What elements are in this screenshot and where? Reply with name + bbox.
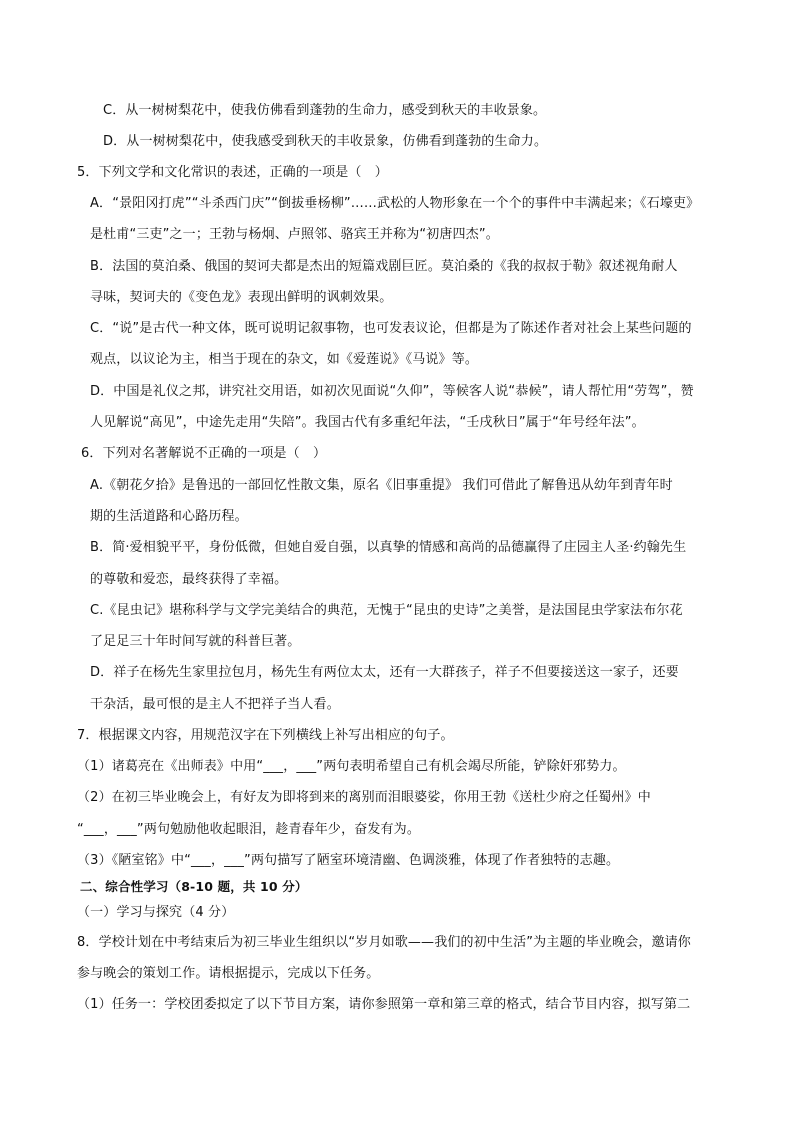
q5-option-c-line1: C．“说”是古代一种文体，既可说明记叙事物，也可发表议论，但都是为了陈述作者对社会上某些问题的 <box>90 321 692 336</box>
q8-line1: 8．学校计划在中考结束后为初三毕业生组织以“岁月如歌——我们的初中生活”为主题的毕业晚会，邀请你 <box>77 935 691 950</box>
q6-option-b-line2: 的尊敬和爱恋，最终获得了幸福。 <box>90 572 288 587</box>
q8-line2: 参与晚会的策划工作。请根据提示，完成以下任务。 <box>77 966 380 981</box>
q5-option-a-line1: A．“景阳冈打虎”“斗杀西门庆”“倒拔垂杨柳”……武松的人物形象在一个个的事件中丰满起来；《石壕吏》 <box>90 196 700 211</box>
q5-option-b-line2: 寻味，契诃夫的《变色龙》表现出鲜明的讽刺效果。 <box>90 290 393 305</box>
q6-option-d-line1: D．祥子在杨先生家里拉包月，杨先生有两位太太，还有一大群孩子，祥子不但要接送这一家子，还要 <box>90 665 679 680</box>
q7-part-2-line2: “___，___”两句勉励他收起眼泪，趁青春年少，奋发有为。 <box>77 822 420 837</box>
q4-option-d: D．从一树树梨花中，使我感受到秋天的丰收景象，仿佛看到蓬勃的生命力。 <box>103 134 548 149</box>
q7-part-1: （1）诸葛亮在《出师表》中用“___，___”两句表明希望自己有机会竭尽所能，铲除奸邪势力。 <box>77 759 626 774</box>
q5-option-c-line2: 观点，以议论为主，相当于现在的杂文，如《爱莲说》《马说》等。 <box>90 352 479 367</box>
q6-option-c-line2: 了足足三十年时间写就的科普巨著。 <box>90 634 301 649</box>
q7-stem: 7．根据课文内容，用规范汉字在下列横线上补写出相应的句子。 <box>77 728 454 743</box>
q5-option-d-line1: D．中国是礼仪之邦，讲究社交用语，如初次见面说“久仰”，等候客人说“恭候”，请人帮忙用“劳驾”，赞 <box>90 384 694 399</box>
section-heading: 二、综合性学习（8-10 题，共 10 分） <box>80 879 308 894</box>
q5-stem: 5．下列文学和文化常识的表述，正确的一项是（ ） <box>77 165 388 180</box>
q6-stem: 6．下列对名著解说不正确的一项是（ ） <box>81 446 327 461</box>
q6-option-a-line2: 期的生活道路和心路历程。 <box>90 509 248 524</box>
q6-option-d-line2: 干杂活，最可恨的是主人不把祥子当人看。 <box>90 697 340 712</box>
q7-part-3: （3）《陋室铭》中“___，___”两句描写了陋室环境清幽、色调淡雅，体现了作者独特的志趣。 <box>77 853 620 868</box>
q6-option-b-line1: B．简·爱相貌平平，身份低微，但她自爱自强，以真挚的情感和高尚的品德赢得了庄园主人圣·约翰先生 <box>90 540 687 555</box>
q7-part-2-line1: （2）在初三毕业晚会上，有好友为即将到来的离别而泪眼婆娑，你用王勃《送杜少府之任蜀州》中 <box>77 790 651 805</box>
q6-option-a-line1: A.《朝花夕拾》是鲁迅的一部回忆性散文集，原名《旧事重提》 我们可借此了解鲁迅从幼年到青年时 <box>90 478 673 493</box>
q8-line3: （1）任务一：学校团委拟定了以下节目方案，请你参照第一章和第三章的格式，结合节目内容，拟写第二 <box>77 997 691 1012</box>
section-subheading: （一）学习与探究（4 分） <box>77 905 235 920</box>
q4-option-c: C．从一树树梨花中，使我仿佛看到蓬勃的生命力，感受到秋天的丰收景象。 <box>103 103 547 118</box>
q5-option-b-line1: B．法国的莫泊桑、俄国的契诃夫都是杰出的短篇戏剧巨匠。莫泊桑的《我的叔叔于勒》叙述视角耐人 <box>90 259 678 274</box>
q5-option-d-line2: 人见解说“高见”，中途先走用“失陪”。我国古代有多重纪年法，“壬戌秋日”属于“年号经年法”。 <box>90 415 645 430</box>
q5-option-a-line2: 是杜甫“三吏”之一；王勃与杨炯、卢照邻、骆宾王并称为“初唐四杰”。 <box>90 227 499 242</box>
q6-option-c-line1: C.《昆虫记》堪称科学与文学完美结合的典范，无愧于“昆虫的史诗”之美誉，是法国昆虫学家法布尔花 <box>90 603 683 618</box>
